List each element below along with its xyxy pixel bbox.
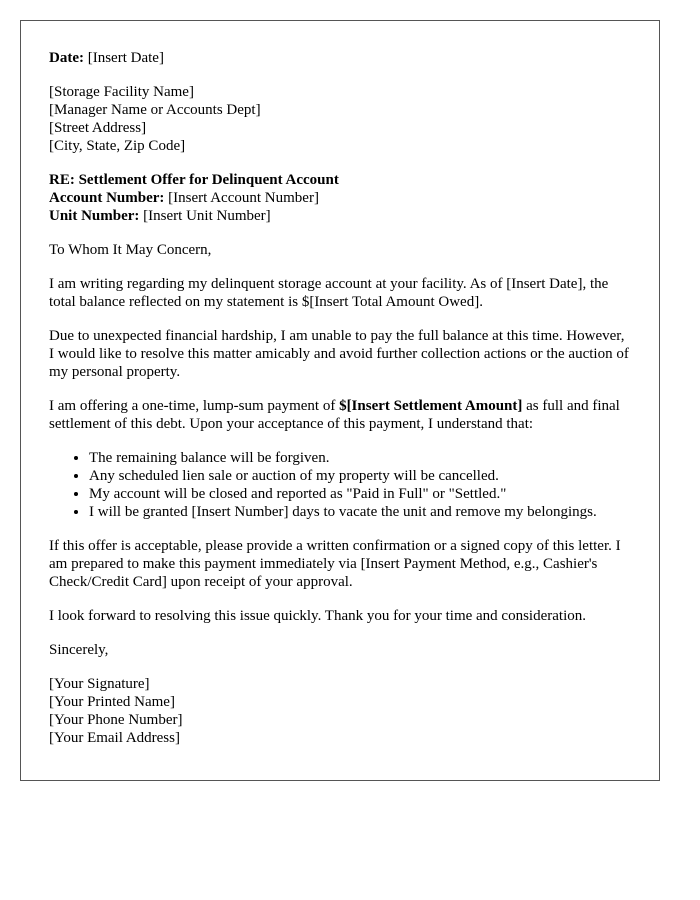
email-address: [Your Email Address] xyxy=(49,730,180,746)
paragraph-closing-remark: I look forward to resolving this issue quickly. Thank you for your time and consideration. xyxy=(49,608,586,624)
offer-text-after: as full and final settlement of this debt. Upon your acceptance of this payment, I understand that: xyxy=(49,398,620,432)
street-address: [Street Address] xyxy=(49,120,147,136)
facility-name: [Storage Facility Name] xyxy=(49,84,194,100)
offer-text-before: I am offering a one-time, lump-sum payment of xyxy=(49,398,340,414)
settlement-amount: $[Insert Settlement Amount] xyxy=(339,398,523,414)
city-state-zip: [City, State, Zip Code] xyxy=(49,138,186,154)
date-label: Date: xyxy=(49,50,84,66)
manager-name: [Manager Name or Accounts Dept] xyxy=(49,102,261,118)
account-number-value: [Insert Account Number] xyxy=(164,190,319,206)
paragraph-offer xyxy=(49,397,631,433)
date-value: [Insert Date] xyxy=(83,50,164,66)
unit-number-label: Unit Number: xyxy=(49,208,140,224)
unit-number-value: [Insert Unit Number] xyxy=(139,208,271,224)
salutation: To Whom It May Concern, xyxy=(49,242,212,258)
letter-document xyxy=(20,20,660,781)
re-line: RE: Settlement Offer for Delinquent Account xyxy=(49,172,339,188)
list-item: • My account will be closed and reported as "Paid in Full" or "Settled." xyxy=(89,485,631,503)
list-item: • The remaining balance will be forgiven. xyxy=(89,449,631,467)
recipient-address xyxy=(49,83,631,155)
account-number-line xyxy=(49,189,631,207)
paragraph-confirmation: If this offer is acceptable, please provide a written confirmation or a signed copy of this letter. I am prepared to make this payment immediately via [Insert Payment Method, e.g., Cashier's Check/Credit Card] upon receipt of your approval. xyxy=(49,538,621,590)
list-item: • Any scheduled lien sale or auction of my property will be cancelled. xyxy=(89,467,631,485)
printed-name: [Your Printed Name] xyxy=(49,694,175,710)
list-item: • I will be granted [Insert Number] days to vacate the unit and remove my belongings. xyxy=(89,503,631,521)
signature-placeholder: [Your Signature] xyxy=(49,676,150,692)
date-line xyxy=(49,49,631,67)
paragraph-balance: I am writing regarding my delinquent storage account at your facility. As of [Insert Date], the total balance reflected on my statement is $[Insert Total Amount Owed]. xyxy=(49,276,609,310)
unit-number-line xyxy=(49,207,631,225)
paragraph-hardship: Due to unexpected financial hardship, I am unable to pay the full balance at this time. However, I would like to resolve this matter amicably and avoid further collection actions or the auction of my personal property. xyxy=(49,328,629,380)
account-number-label: Account Number: xyxy=(49,190,165,206)
closing: Sincerely, xyxy=(49,642,109,658)
reference-block xyxy=(49,171,631,225)
phone-number: [Your Phone Number] xyxy=(49,712,183,728)
conditions-list xyxy=(49,449,631,521)
signature-block xyxy=(49,675,631,747)
